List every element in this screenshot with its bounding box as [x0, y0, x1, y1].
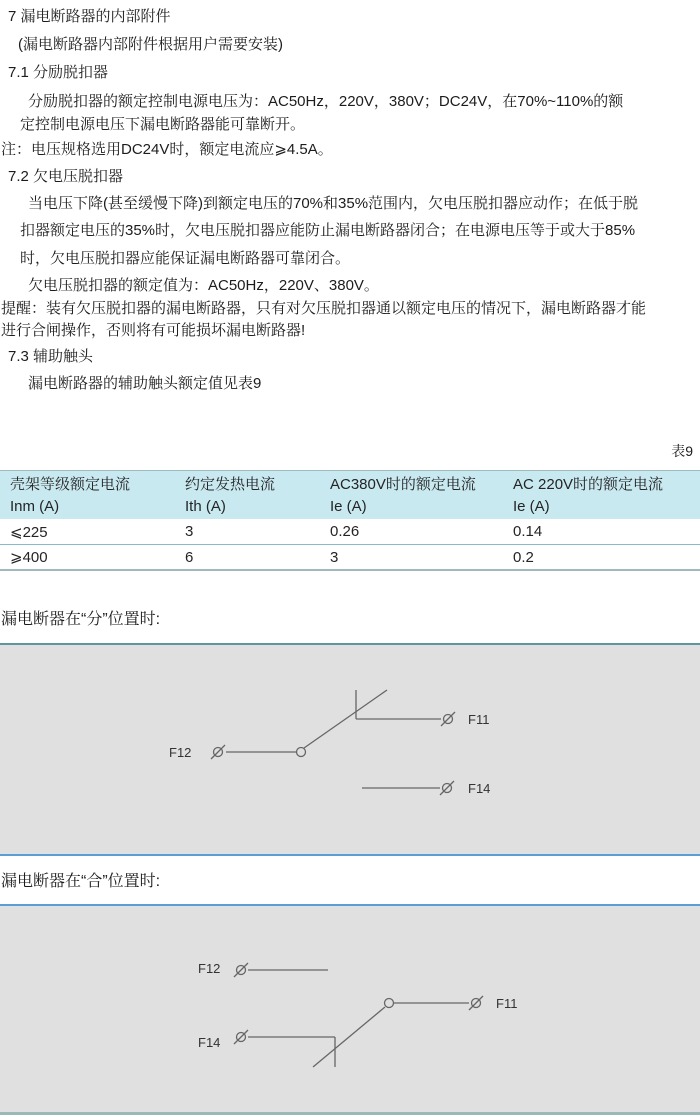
section-7-3-title: 7.3 辅助触头 [8, 348, 94, 365]
col-name: AC 220V时的额定电流 [513, 476, 664, 493]
section-7-note: (漏电断路器内部附件根据用户需要安装) [18, 36, 283, 53]
aux-contact-ratings-table [0, 470, 700, 571]
col-name: AC380V时的额定电流 [330, 476, 476, 493]
terminal-label-f12: F12 [169, 745, 192, 760]
terminal-label-f11: F11 [496, 996, 518, 1011]
aux-contact-diagram-open [0, 645, 700, 854]
section-7-1-line1: 分励脱扣器的额定控制电源电压为：AC50Hz，220V，380V；DC24V，在70%~110%的额 [28, 93, 624, 110]
section-7-2-line2: 扣器额定电压的35%时，欠电压脱扣器应能防止漏电断路器闭合；在电源电压等于或大于85% [20, 222, 636, 239]
terminal-icon-f12 [211, 745, 225, 759]
table-row [0, 519, 700, 545]
table-header-ie-380 [330, 471, 513, 519]
section-7-2-remind1: 提醒：装有欠压脱扣器的漏电断路器，只有对欠压脱扣器通以额定电压的情况下，漏电断路器才能 [1, 300, 647, 317]
section-7-2-remind2: 进行合闸操作，否则将有可能损坏漏电断路器! [1, 322, 306, 339]
terminal-icon-f14 [234, 1030, 248, 1044]
section-7-1-note: 注：电压规格选用DC24V时，额定电流应⩾4.5A。 [1, 141, 333, 158]
table-caption: 表9 [671, 443, 693, 459]
table-header-inm [0, 471, 185, 519]
section-7-2-title: 7.2 欠电压脱扣器 [8, 168, 124, 185]
cell-ie-380: 0.26 [330, 523, 360, 540]
col-unit: Inm (A) [10, 498, 60, 515]
table-header-ith [185, 471, 330, 519]
col-name: 壳架等级额定电流 [10, 476, 131, 493]
aux-contact-diagram-closed [0, 906, 700, 1112]
section-7-2-line3: 时，欠电压脱扣器应能保证漏电断路器可靠闭合。 [20, 250, 351, 267]
cell-ith: 6 [185, 548, 194, 566]
table-row [0, 545, 700, 571]
table-header-ie-220 [513, 471, 700, 519]
cell-ie-220: 0.14 [513, 523, 543, 540]
cell-inm: ⩾400 [10, 549, 48, 566]
col-unit: Ith (A) [185, 498, 226, 515]
cell-inm: ⩽225 [10, 523, 48, 541]
section-7-1-title: 7.1 分励脱扣器 [8, 64, 109, 81]
section-7-3-line1: 漏电断路器的辅助触头额定值见表9 [28, 375, 262, 392]
terminal-icon-f12 [234, 963, 248, 977]
diagram-closed-heading: 漏电断器在“合”位置时: [1, 873, 161, 890]
cell-ie-220: 0.2 [513, 548, 534, 566]
diagram-panel-closed [0, 904, 700, 1115]
terminal-label-f14: F14 [468, 781, 491, 796]
terminal-label-f14: F14 [198, 1035, 221, 1050]
section-7-2-line4: 欠电压脱扣器的额定值为：AC50Hz，220V、380V。 [28, 277, 379, 294]
pivot-icon [385, 999, 394, 1008]
terminal-label-f12: F12 [198, 961, 221, 976]
terminal-icon-f14 [440, 781, 454, 795]
pivot-icon [297, 748, 306, 757]
cell-ie-380: 3 [330, 548, 339, 566]
col-unit: Ie (A) [330, 498, 367, 515]
table-header-row [0, 470, 700, 519]
col-unit: Ie (A) [513, 498, 550, 515]
section-7-heading: 7 漏电断路器的内部附件 [8, 8, 171, 25]
diagram-open-heading: 漏电断器在“分”位置时: [1, 611, 161, 628]
section-7-1-line2: 定控制电源电压下漏电断路器能可靠断开。 [20, 116, 306, 133]
terminal-label-f11: F11 [468, 712, 490, 727]
terminal-icon-f11 [441, 712, 455, 726]
section-7-2-line1: 当电压下降(甚至缓慢下降)到额定电压的70%和35%范围内，欠电压脱扣器应动作；在低于脱 [28, 195, 639, 212]
col-name: 约定发热电流 [185, 476, 276, 493]
diagram-panel-open [0, 643, 700, 856]
cell-ith: 3 [185, 523, 194, 540]
terminal-icon-f11 [469, 996, 483, 1010]
